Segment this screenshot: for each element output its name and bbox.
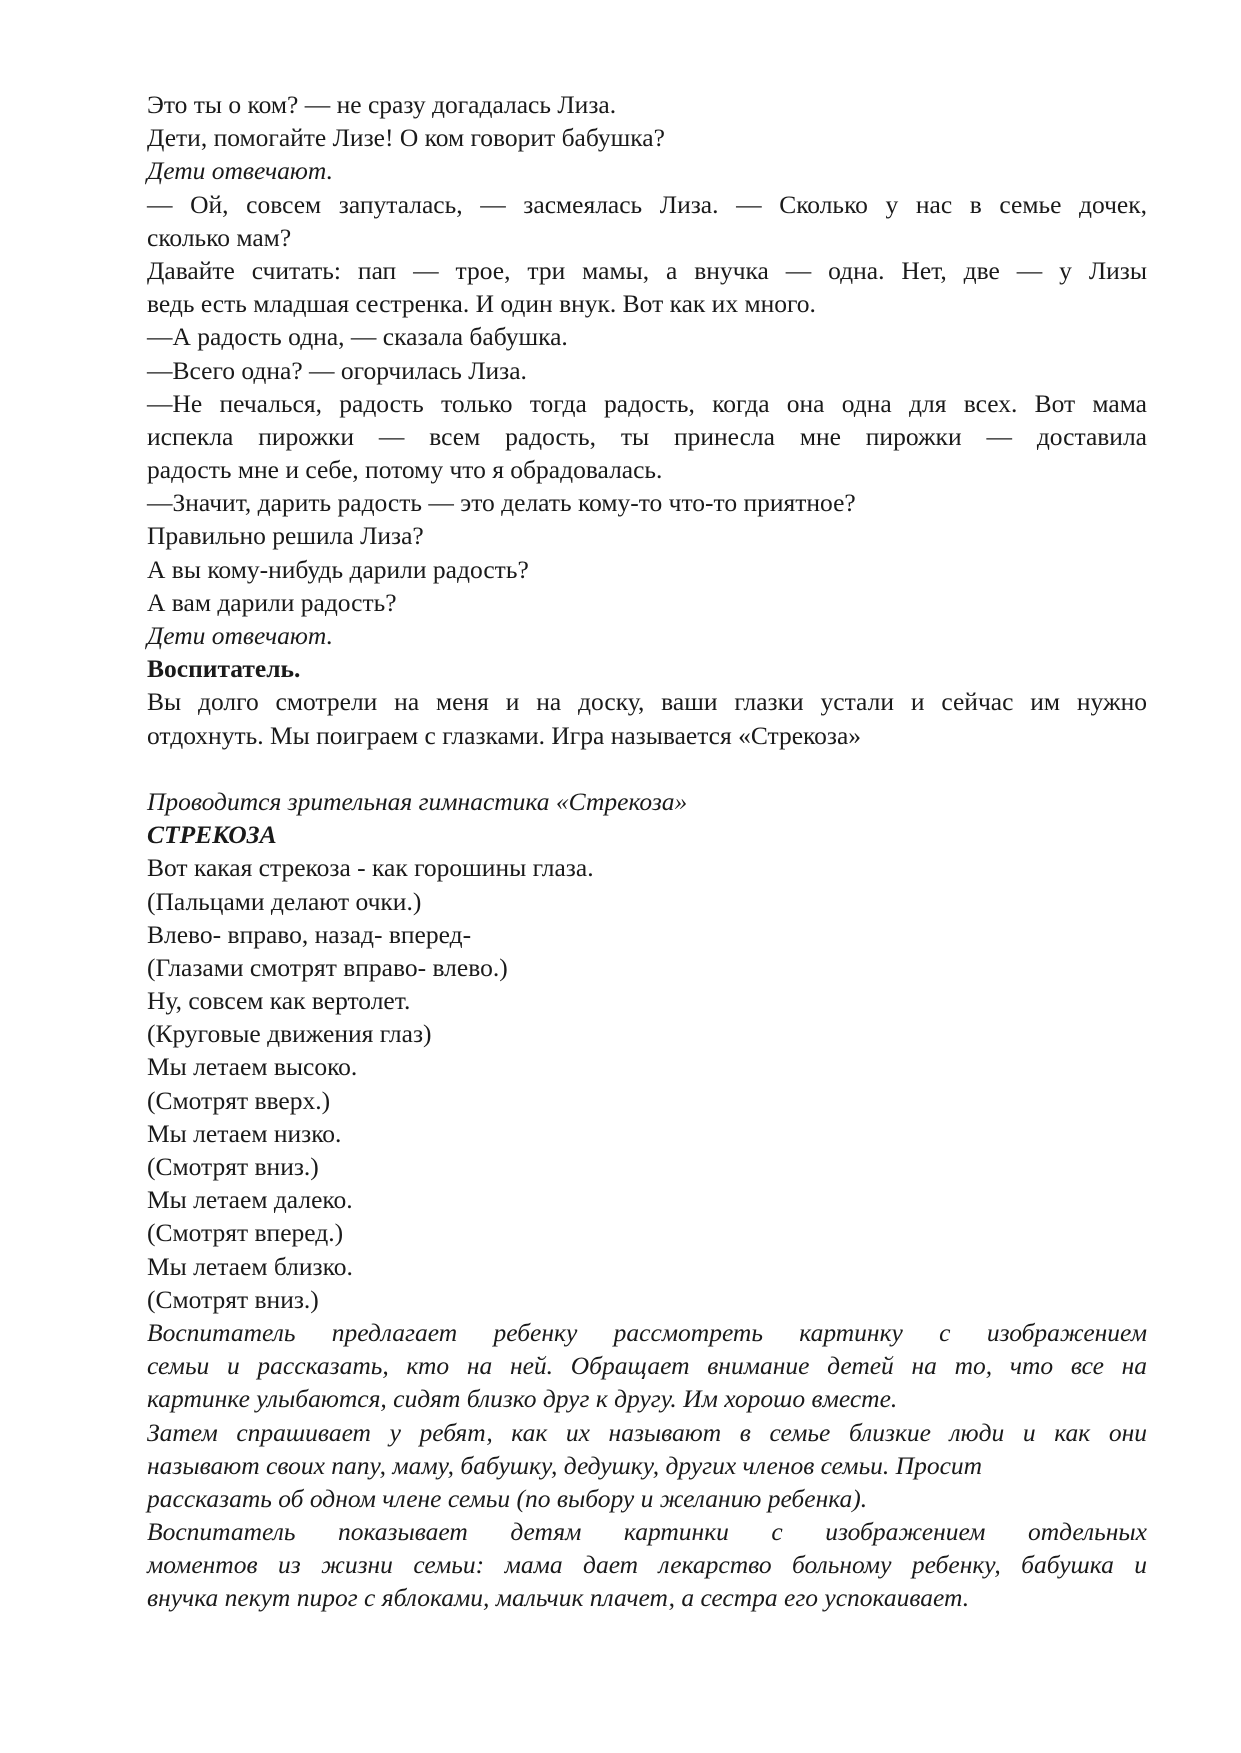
poem-line: Мы летаем близко. [147,1251,353,1281]
document-body [147,88,1147,1615]
poem-line: (Пальцами делают очки.) [147,886,422,916]
poem-line: (Глазами смотрят вправо- влево.) [147,952,508,982]
poem-line: Мы летаем низко. [147,1118,342,1148]
text-line: Давайте считать: пап — трое, три мамы, а внучка — одна. Нет, две — у Лизы [147,255,1147,285]
poem-line: (Смотрят вперед.) [147,1218,344,1248]
text-line: Дети, помогайте Лизе! О ком говорит бабушка? [147,123,665,153]
instruction-line: внучка пекут пирог с яблоками, мальчик плачет, а сестра его успокаивает. [147,1583,970,1613]
text-line: Это ты о ком? — не сразу догадалась Лиза. [147,90,617,119]
speaker-heading: Воспитатель. [147,654,301,684]
poem-line: Ну, совсем как вертолет. [147,986,411,1016]
poem-line: Вот какая стрекоза - как горошины глаза. [147,853,594,883]
text-line: отдохнуть. Мы поиграем с глазками. Игра называется «Стрекоза» [147,720,862,750]
instruction-line: Воспитатель показывает детям картинки с изображением отдельных [147,1517,1147,1547]
text-line: радость мне и себе, потому что я обрадовалась. [147,455,663,485]
text-line: Правильно решила Лиза? [147,521,424,551]
instruction-line: моментов из жизни семьи: мама дает лекарство больному ребенку, бабушка и [147,1550,1147,1580]
stage-direction: Дети отвечают. [147,621,333,650]
poem-line: Мы летаем высоко. [147,1052,358,1082]
poem-title: СТРЕКОЗА [147,820,277,850]
text-line: —А радость одна, — сказала бабушка. [147,322,568,352]
poem-line: (Смотрят вверх.) [147,1085,331,1115]
text-line: А вам дарили радость? [147,587,397,617]
instruction-line: картинке улыбаются, сидят близко друг к другу. Им хорошо вместе. [147,1384,898,1414]
instruction-line: Затем спрашивает у ребят, как их называют в семье близкие люди и как они [147,1417,1147,1447]
instruction-line: рассказать об одном члене семьи (по выбору и желанию ребенка). [147,1483,868,1513]
text-line: —Значит, дарить радость — это делать кому-то что-то приятное? [147,488,856,518]
poem-line: Мы летаем далеко. [147,1185,353,1215]
poem-line: (Круговые движения глаз) [147,1019,432,1049]
text-line: испекла пирожки — всем радость, ты принесла мне пирожки — доставила [147,421,1147,451]
text-line: —Всего одна? — огорчилась Лиза. [147,355,527,385]
section-intro: Проводится зрительная гимнастика «Стрекоза» [147,786,688,816]
instruction-line: называют своих папу, маму, бабушку, дедушку, других членов семьи. Просит [147,1450,983,1480]
text-line: — Ой, совсем запуталась, — засмеялась Лиза. — Сколько у нас в семье дочек, [147,189,1147,219]
text-line: Вы долго смотрели на меня и на доску, ваши глазки устали и сейчас им нужно [147,687,1147,717]
instruction-line: Воспитатель предлагает ребенку рассмотреть картинку с изображением [147,1317,1147,1347]
text-line: —Не печалься, радость только тогда радость, когда она одна для всех. Вот мама [147,388,1147,418]
blank-line [147,752,1147,785]
stage-direction: Дети отвечают. [147,156,333,186]
text-line: ведь есть младшая сестренка. И один внук. Вот как их много. [147,289,816,319]
poem-line: (Смотрят вниз.) [147,1152,319,1181]
text-line: сколько мам? [147,222,292,252]
poem-line: (Смотрят вниз.) [147,1284,319,1314]
instruction-line: семьи и рассказать, кто на ней. Обращает внимание детей на то, что все на [147,1351,1147,1381]
poem-line: Влево- вправо, назад- вперед- [147,919,472,949]
text-line: А вы кому-нибудь дарили радость? [147,554,529,584]
